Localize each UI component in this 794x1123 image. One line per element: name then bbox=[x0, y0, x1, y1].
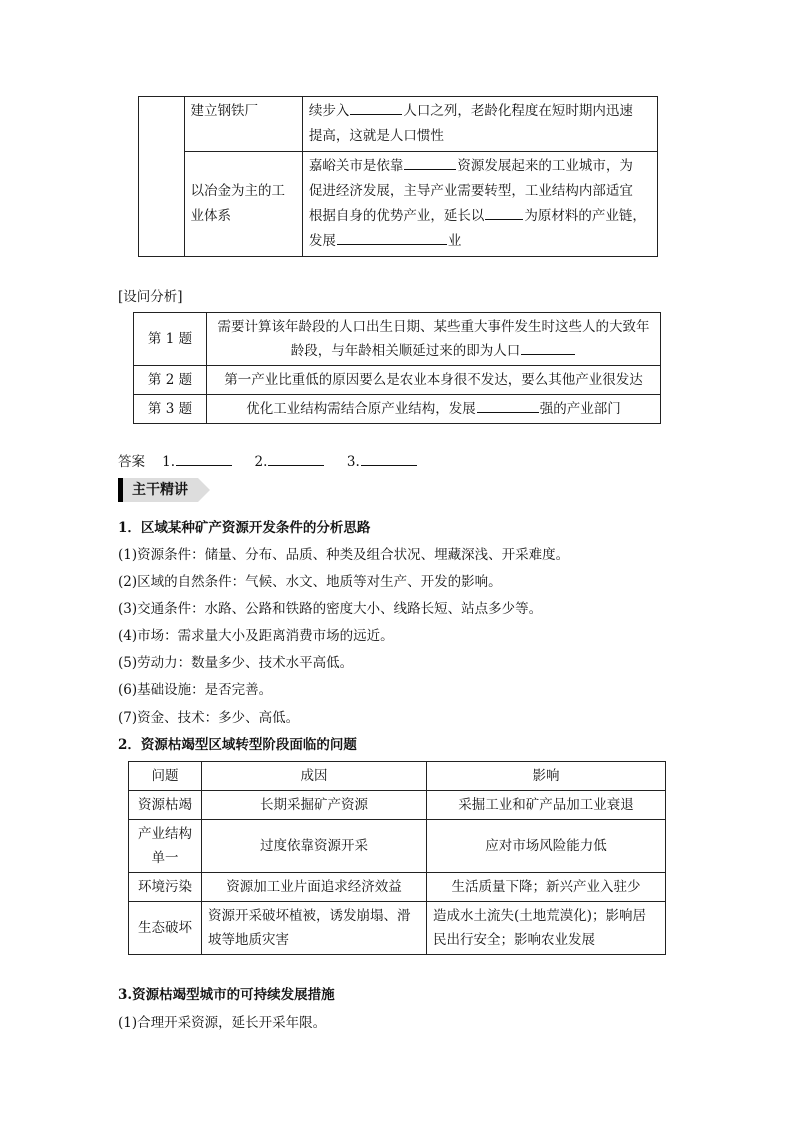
table-header-row bbox=[129, 762, 666, 791]
table-cell: 资源加工业片面追求经济效益 bbox=[202, 873, 427, 902]
cell-text: 为原材料的产业链， bbox=[524, 208, 646, 224]
table-row bbox=[129, 791, 666, 820]
table-row bbox=[134, 366, 661, 395]
cell-text: 以冶金为主的工业体系 bbox=[190, 183, 286, 224]
cell-text: 发展 bbox=[308, 233, 336, 249]
table-cell bbox=[134, 313, 207, 366]
section-title bbox=[118, 478, 198, 502]
column-header: 影响 bbox=[427, 762, 666, 791]
analysis-heading: [设问分析] bbox=[118, 289, 183, 305]
table-row bbox=[129, 902, 666, 955]
fill-blank bbox=[485, 205, 523, 220]
cell-text: 续步入 bbox=[308, 103, 350, 119]
list-item: (1)合理开采资源，延长开采年限。 bbox=[118, 1015, 327, 1031]
table-cell bbox=[207, 395, 661, 424]
table-cell-empty bbox=[139, 97, 185, 257]
list-item: (1)资源条件：储量、分布、品质、种类及组合状况、埋藏深浅、开采难度。 bbox=[118, 547, 570, 563]
table-cell bbox=[302, 152, 657, 257]
cell-text: 第一产业比重低的原因要么是农业本身很不发达，要么其他产业很发达 bbox=[224, 372, 643, 388]
table-cell bbox=[184, 152, 302, 257]
answer-label: 答案 bbox=[118, 454, 145, 470]
cell-text: 嘉峪关市是依靠 bbox=[308, 158, 404, 174]
table-row bbox=[139, 97, 658, 152]
list-item: (3)交通条件：水路、公路和铁路的密度大小、线路长短、站点多少等。 bbox=[118, 601, 543, 617]
table-cell: 过度依靠资源开采 bbox=[202, 820, 427, 873]
table-cell: 造成水土流失(土地荒漠化)；影响居民出行安全；影响农业发展 bbox=[427, 902, 666, 955]
list-item: (4)市场：需求量大小及距离消费市场的远近。 bbox=[118, 628, 394, 644]
table-cell bbox=[184, 97, 302, 152]
table-transition-problems bbox=[128, 761, 666, 955]
table-row bbox=[129, 873, 666, 902]
cell-text: 强的产业部门 bbox=[539, 401, 621, 417]
fill-blank bbox=[521, 340, 575, 355]
cell-text: 资源发展起来的工业城市，为 bbox=[457, 158, 633, 174]
table-cell: 产业结构单一 bbox=[129, 820, 202, 873]
list-item: (7)资金、技术：多少、高低。 bbox=[118, 710, 300, 726]
table-industry-history bbox=[138, 96, 658, 257]
point-heading-3: 3.资源枯竭型城市的可持续发展措施 bbox=[118, 987, 335, 1003]
cell-text: 建立钢铁厂 bbox=[190, 103, 259, 119]
list-item: (2)区域的自然条件：气候、水文、地质等对生产、开发的影响。 bbox=[118, 574, 502, 590]
answer-blank-2 bbox=[268, 451, 324, 466]
answer-blank-3 bbox=[361, 451, 417, 466]
column-header: 问题 bbox=[129, 762, 202, 791]
cell-text: 龄段，与年龄相关顺延过来的即为人口 bbox=[290, 343, 521, 359]
point-heading-1: 1．区域某种矿产资源开发条件的分析思路 bbox=[118, 520, 371, 536]
table-cell: 生活质量下降；新兴产业入驻少 bbox=[427, 873, 666, 902]
table-row bbox=[129, 820, 666, 873]
answer-line bbox=[118, 450, 418, 470]
table-cell bbox=[134, 366, 207, 395]
cell-text: 根据自身的优势产业，延长以 bbox=[308, 208, 485, 224]
row-label: 第 3 题 bbox=[147, 401, 193, 417]
table-cell bbox=[302, 97, 657, 152]
table-cell bbox=[134, 395, 207, 424]
table-analysis bbox=[133, 312, 661, 424]
cell-text: 人口之列，老龄化程度在短时期内迅速 bbox=[403, 103, 633, 119]
table-row bbox=[139, 152, 658, 257]
table-cell: 资源开采破坏植被，诱发崩塌、滑坡等地质灾害 bbox=[202, 902, 427, 955]
list-item: (6)基础设施：是否完善。 bbox=[118, 682, 273, 698]
row-label: 第 2 题 bbox=[147, 372, 193, 388]
table-cell bbox=[207, 366, 661, 395]
table-cell bbox=[207, 313, 661, 366]
list-item: (5)劳动力：数量多少、技术水平高低。 bbox=[118, 655, 354, 671]
answer-number: 2. bbox=[254, 454, 268, 470]
row-label: 第 1 题 bbox=[147, 331, 193, 347]
fill-blank bbox=[337, 230, 447, 245]
table-cell: 生态破坏 bbox=[129, 902, 202, 955]
table-row bbox=[134, 395, 661, 424]
cell-text: 提高，这就是人口惯性 bbox=[308, 128, 444, 144]
table-cell: 采掘工业和矿产品加工业衰退 bbox=[427, 791, 666, 820]
table-cell: 环境污染 bbox=[129, 873, 202, 902]
cell-text: 业 bbox=[447, 233, 462, 249]
answer-blank-1 bbox=[176, 451, 232, 466]
table-cell: 资源枯竭 bbox=[129, 791, 202, 820]
fill-blank bbox=[404, 155, 456, 170]
table-cell: 应对市场风险能力低 bbox=[427, 820, 666, 873]
point-heading-2: 2．资源枯竭型区域转型阶段面临的问题 bbox=[118, 737, 357, 753]
fill-blank bbox=[477, 398, 539, 413]
answer-number: 1. bbox=[162, 454, 176, 470]
cell-text: 需要计算该年龄段的人口出生日期、某些重大事件发生时这些人的大致年 bbox=[217, 319, 650, 335]
cell-text: 优化工业结构需结合原产业结构，发展 bbox=[246, 401, 476, 417]
section-title-text: 主干精讲 bbox=[132, 482, 188, 498]
fill-blank bbox=[350, 100, 402, 115]
table-row bbox=[134, 313, 661, 366]
column-header: 成因 bbox=[202, 762, 427, 791]
answer-number: 3. bbox=[346, 454, 360, 470]
cell-text: 促进经济发展，主导产业需要转型，工业结构内部适宜 bbox=[308, 183, 633, 199]
table-cell: 长期采掘矿产资源 bbox=[202, 791, 427, 820]
